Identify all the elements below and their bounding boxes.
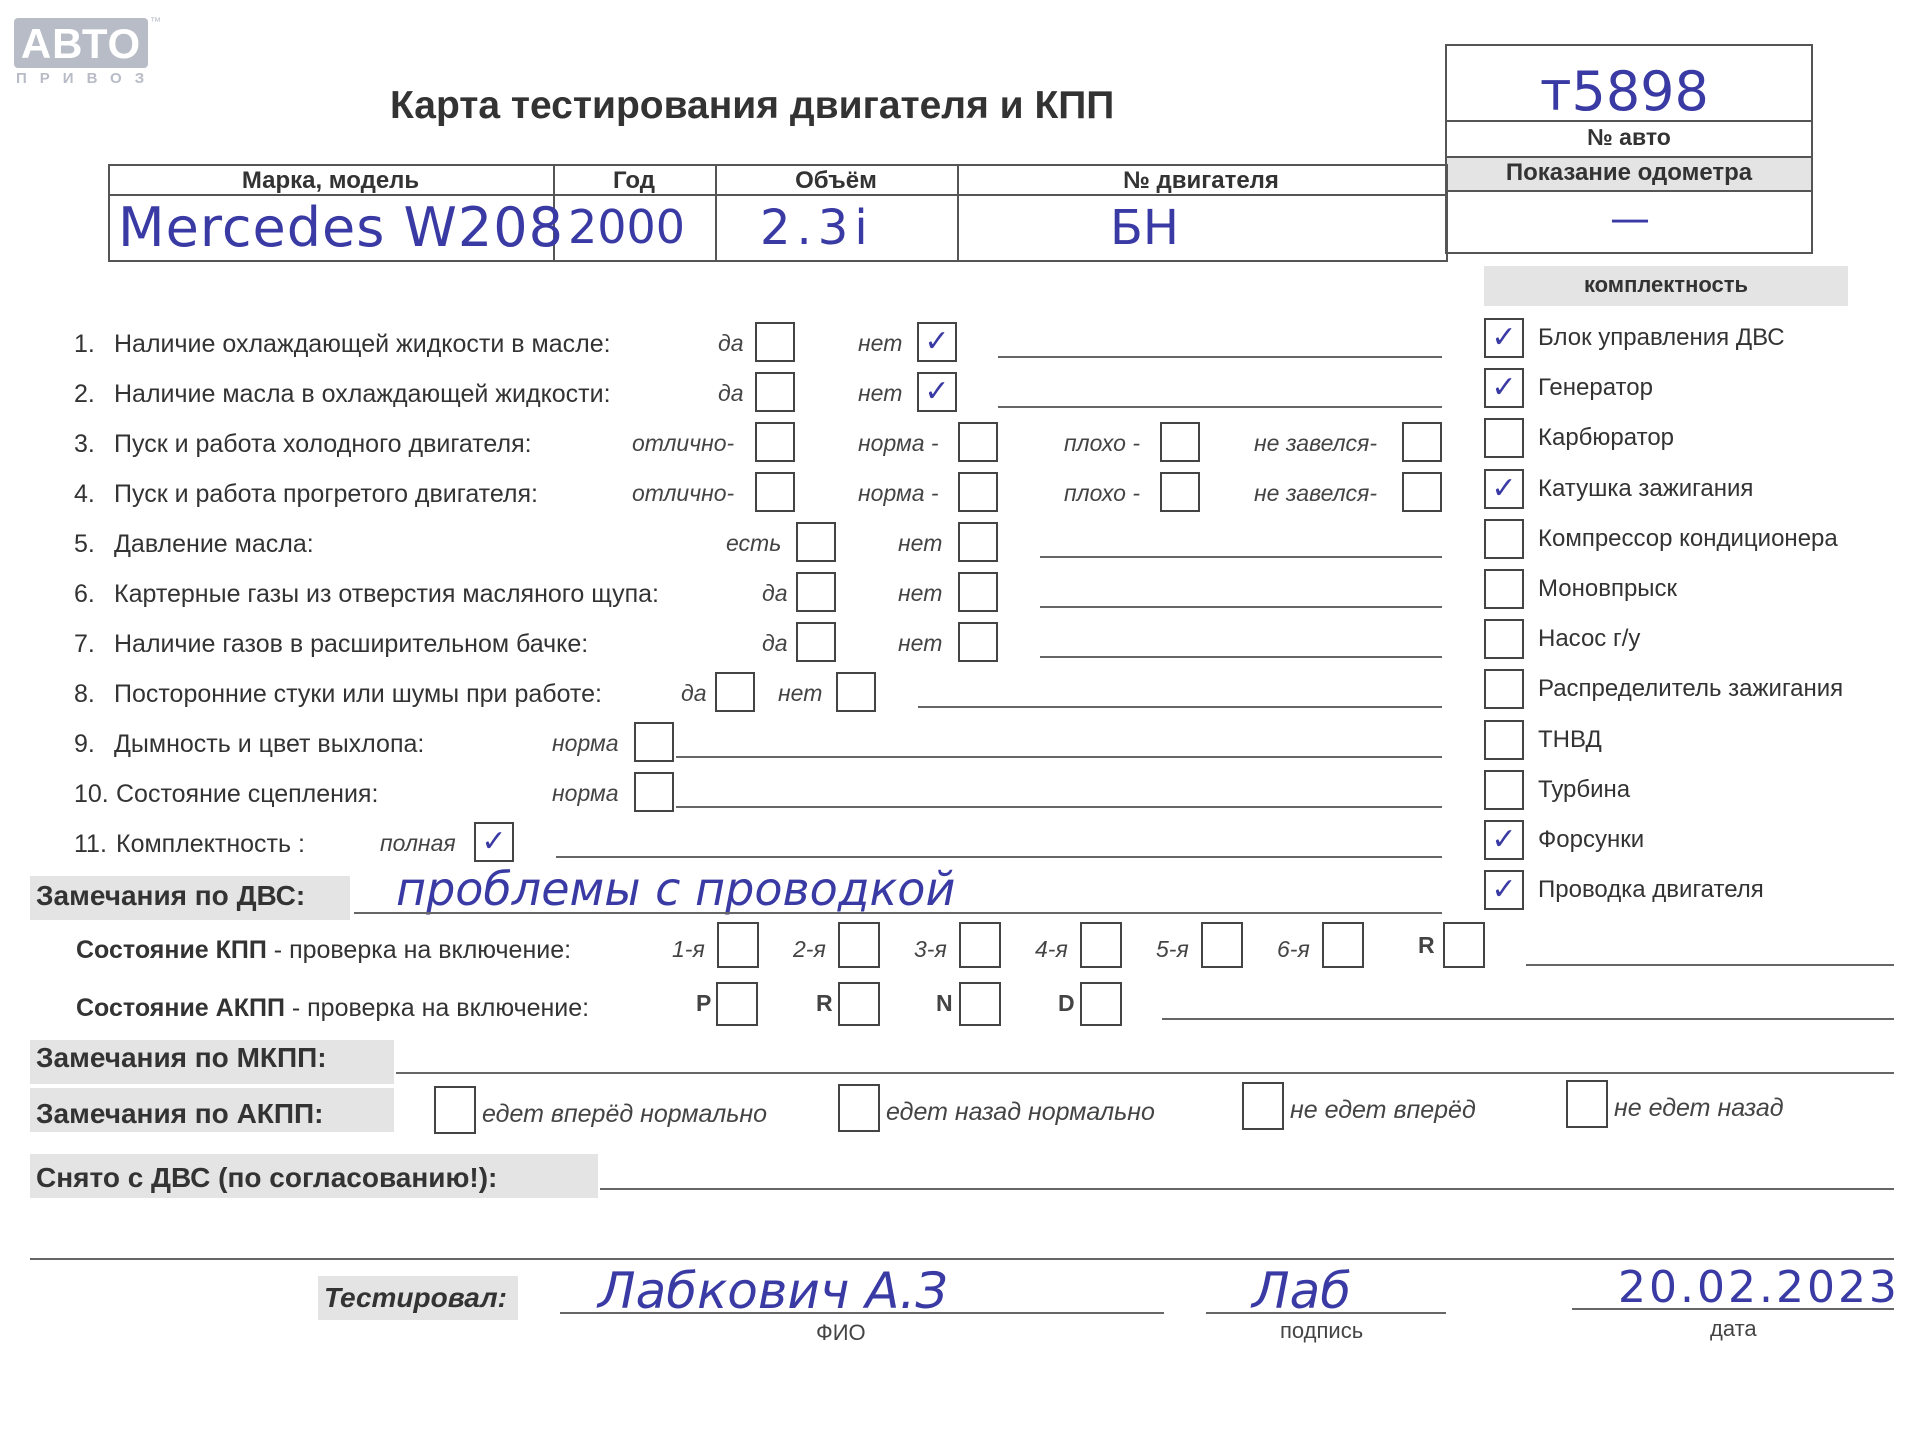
volume-value: 2.3i <box>760 200 874 256</box>
akpp-forward-ok-label: едет вперёд нормально <box>482 1100 768 1128</box>
akpp-no-backward-label: не едет назад <box>1614 1094 1784 1122</box>
row-4-bad-checkbox[interactable] <box>1160 472 1200 512</box>
row-5-opt-no: нет <box>898 530 943 556</box>
row-3-nostart-checkbox[interactable] <box>1402 422 1442 462</box>
completeness-item-label: ТНВД <box>1538 726 1602 753</box>
kpp-gear-5-checkbox[interactable] <box>1201 922 1243 968</box>
row-1-opt-no: нет <box>858 330 903 356</box>
auto-number-label: № авто <box>1587 124 1671 150</box>
completeness-item-label: Распределитель зажигания <box>1538 675 1844 702</box>
completeness-title: комплектность <box>1583 272 1749 297</box>
row-8-number: 8. <box>74 680 95 708</box>
row-2-opt-yes: да <box>718 380 744 406</box>
signature-value: Лаб <box>1252 1262 1352 1320</box>
row-4-opt-excellent: отлично- <box>632 480 735 506</box>
row-7-yes-checkbox[interactable] <box>796 622 836 662</box>
completeness-item-label: Блок управления ДВС <box>1538 324 1785 351</box>
notes-line <box>1526 964 1894 966</box>
row-6-yes-checkbox[interactable] <box>796 572 836 612</box>
completeness-checkbox[interactable] <box>1484 418 1524 458</box>
date-caption: дата <box>1710 1316 1757 1341</box>
signature-caption: подпись <box>1280 1318 1364 1343</box>
mkpp-remarks-label: Замечания по МКПП: <box>36 1042 327 1073</box>
logo-text: АВТО <box>20 20 142 67</box>
row-2-no-checkbox[interactable] <box>917 372 957 412</box>
akpp-mode-r-label: R <box>816 990 833 1016</box>
row-3-bad-checkbox[interactable] <box>1160 422 1200 462</box>
row-8-no-checkbox[interactable] <box>836 672 876 712</box>
date-value: 20.02.2023 <box>1618 1262 1900 1313</box>
check-icon: ✓ <box>1491 471 1517 506</box>
tested-label: Тестировал: <box>324 1282 507 1313</box>
row-4-nostart-checkbox[interactable] <box>1402 472 1442 512</box>
check-icon: ✓ <box>481 824 507 859</box>
completeness-checkbox[interactable] <box>1484 519 1524 559</box>
row-9-number: 9. <box>74 730 95 758</box>
kpp-gear-3-label: 3-я <box>914 936 947 962</box>
notes-line <box>600 1188 1894 1190</box>
signature-line <box>1206 1312 1446 1314</box>
akpp-mode-n-label: N <box>936 990 953 1016</box>
kpp-gear-1-checkbox[interactable] <box>717 922 759 968</box>
notes-line <box>918 706 1442 708</box>
make-label: Марка, модель <box>241 167 420 194</box>
row-2-label: Наличие масла в охлаждающей жидкости: <box>114 380 611 408</box>
row-10-opt-normal: норма <box>552 780 619 806</box>
row-7-opt-yes: да <box>762 630 788 656</box>
akpp-mode-d-checkbox[interactable] <box>1080 982 1122 1026</box>
akpp-backward-ok-label: едет назад нормально <box>886 1098 1155 1126</box>
kpp-gear-r-checkbox[interactable] <box>1443 922 1485 968</box>
akpp-forward-ok-checkbox[interactable] <box>434 1086 476 1134</box>
name-caption: ФИО <box>816 1320 866 1345</box>
row-4-opt-normal: норма - <box>858 480 939 506</box>
row-3-excellent-checkbox[interactable] <box>755 422 795 462</box>
notes-line <box>1040 556 1442 558</box>
row-3-opt-bad: плохо - <box>1064 430 1140 456</box>
completeness-checkbox[interactable] <box>1484 368 1524 408</box>
akpp-mode-r-checkbox[interactable] <box>838 982 880 1026</box>
notes-line <box>556 856 1442 858</box>
completeness-item-label: Катушка зажигания <box>1538 475 1754 502</box>
completeness-item-label: Генератор <box>1538 374 1653 401</box>
row-8-opt-no: нет <box>778 680 823 706</box>
row-4-excellent-checkbox[interactable] <box>755 472 795 512</box>
kpp-label-bold: Состояние КПП <box>76 936 267 964</box>
row-4-number: 4. <box>74 480 95 508</box>
row-1-label: Наличие охлаждающей жидкости в масле: <box>114 330 611 358</box>
row-2-opt-no: нет <box>858 380 903 406</box>
completeness-checkbox[interactable] <box>1484 870 1524 910</box>
volume-label: Объём <box>795 167 877 194</box>
auto-number-value: т5898 <box>1540 60 1709 123</box>
row-6-opt-no: нет <box>898 580 943 606</box>
row-5-no-checkbox[interactable] <box>958 522 998 562</box>
dvs-remarks-label: Замечания по ДВС: <box>36 880 306 911</box>
akpp-mode-n-checkbox[interactable] <box>959 982 1001 1026</box>
check-icon: ✓ <box>1491 822 1517 857</box>
row-4-normal-checkbox[interactable] <box>958 472 998 512</box>
kpp-gear-4-label: 4-я <box>1035 936 1068 962</box>
check-icon: ✓ <box>924 374 950 409</box>
row-5-number: 5. <box>74 530 95 558</box>
completeness-checkbox[interactable] <box>1484 619 1524 659</box>
check-icon: ✓ <box>1491 872 1517 907</box>
row-10-normal-checkbox[interactable] <box>634 772 674 812</box>
completeness-item-label: Проводка двигателя <box>1538 876 1764 903</box>
row-8-yes-checkbox[interactable] <box>715 672 755 712</box>
completeness-item-label: Компрессор кондиционера <box>1538 525 1838 552</box>
kpp-gear-5-label: 5-я <box>1156 936 1189 962</box>
notes-line <box>1040 656 1442 658</box>
row-9-normal-checkbox[interactable] <box>634 722 674 762</box>
row-3-label: Пуск и работа холодного двигателя: <box>114 430 532 458</box>
akpp-mode-p-checkbox[interactable] <box>716 982 758 1026</box>
removed-label: Снято с ДВС (по согласованию!): <box>36 1162 498 1193</box>
kpp-gear-r-label: R <box>1418 932 1435 958</box>
year-label: Год <box>613 167 655 194</box>
completeness-item-label: Форсунки <box>1538 826 1645 853</box>
row-11-full-checkbox[interactable] <box>474 822 514 862</box>
notes-line <box>998 356 1442 358</box>
row-7-label: Наличие газов в расширительном бачке: <box>114 630 589 658</box>
check-icon: ✓ <box>924 324 950 359</box>
row-3-number: 3. <box>74 430 95 458</box>
row-9-opt-normal: норма <box>552 730 619 756</box>
row-4-label: Пуск и работа прогретого двигателя: <box>114 480 538 508</box>
engine-value: БН <box>1110 200 1180 256</box>
row-11-number: 11. <box>74 830 107 858</box>
row-10-label: Состояние сцепления: <box>116 780 379 808</box>
completeness-item-label: Моновпрыск <box>1538 575 1678 602</box>
completeness-checkbox[interactable] <box>1484 569 1524 609</box>
row-2-number: 2. <box>74 380 95 408</box>
akpp-mode-d-label: D <box>1058 990 1075 1016</box>
notes-line <box>676 806 1442 808</box>
akpp-label-bold: Состояние АКПП <box>76 994 285 1022</box>
completeness-checkbox[interactable] <box>1484 770 1524 810</box>
kpp-gear-1-label: 1-я <box>672 936 705 962</box>
row-1-no-checkbox[interactable] <box>917 322 957 362</box>
row-11-label: Комплектность : <box>116 830 305 858</box>
kpp-gear-6-checkbox[interactable] <box>1322 922 1364 968</box>
row-3-normal-checkbox[interactable] <box>958 422 998 462</box>
row-10-number: 10. <box>74 780 109 808</box>
logo <box>14 16 161 87</box>
row-6-opt-yes: да <box>762 580 788 606</box>
row-5-label: Давление масла: <box>114 530 314 558</box>
tester-name-value: Лабкович А.З <box>598 1262 948 1320</box>
akpp-no-forward-label: не едет вперёд <box>1290 1096 1476 1124</box>
row-6-no-checkbox[interactable] <box>958 572 998 612</box>
completeness-checkbox[interactable] <box>1484 820 1524 860</box>
kpp-gear-4-checkbox[interactable] <box>1080 922 1122 968</box>
year-value: 2000 <box>568 200 686 254</box>
akpp-no-backward-checkbox[interactable] <box>1566 1080 1608 1128</box>
akpp-remarks-label: Замечания по АКПП: <box>36 1098 324 1129</box>
logo-tm: ™ <box>150 16 161 28</box>
row-5-opt-yes: есть <box>726 530 782 556</box>
row-3-opt-normal: норма - <box>858 430 939 456</box>
odometer-label: Показание одометра <box>1505 159 1753 186</box>
akpp-mode-p-label: P <box>696 990 712 1016</box>
notes-line <box>354 912 1442 914</box>
completeness-checkbox[interactable] <box>1484 318 1524 358</box>
check-icon: ✓ <box>1491 370 1517 405</box>
row-3-opt-excellent: отлично- <box>632 430 735 456</box>
completeness-checkbox[interactable] <box>1484 669 1524 709</box>
row-3-opt-nostart: не завелся- <box>1254 430 1378 456</box>
completeness-checkbox[interactable] <box>1484 469 1524 509</box>
row-1-yes-checkbox[interactable] <box>755 322 795 362</box>
logo-tagline: ПРИВОЗ <box>16 70 158 87</box>
row-7-opt-no: нет <box>898 630 943 656</box>
row-9-label: Дымность и цвет выхлопа: <box>114 730 425 758</box>
notes-line <box>1162 1018 1894 1020</box>
akpp-backward-ok-checkbox[interactable] <box>838 1084 880 1132</box>
notes-line <box>676 756 1442 758</box>
row-8-label: Посторонние стуки или шумы при работе: <box>114 680 602 708</box>
row-5-yes-checkbox[interactable] <box>796 522 836 562</box>
row-7-no-checkbox[interactable] <box>958 622 998 662</box>
completeness-item-label: Турбина <box>1538 776 1631 803</box>
kpp-gear-6-label: 6-я <box>1277 936 1310 962</box>
engine-label: № двигателя <box>1123 167 1279 194</box>
notes-line <box>1040 606 1442 608</box>
kpp-gear-2-label: 2-я <box>793 936 826 962</box>
kpp-gear-2-checkbox[interactable] <box>838 922 880 968</box>
kpp-label <box>76 936 571 965</box>
row-6-label: Картерные газы из отверстия масляного щупа: <box>114 580 659 608</box>
completeness-checkbox[interactable] <box>1484 720 1524 760</box>
make-value: Mercedes W208 <box>118 196 565 259</box>
notes-line <box>30 1258 1894 1260</box>
row-11-opt-full: полная <box>380 830 456 856</box>
check-icon: ✓ <box>1491 320 1517 355</box>
row-4-opt-nostart: не завелся- <box>1254 480 1378 506</box>
divider <box>1445 156 1813 158</box>
notes-line <box>396 1072 1894 1074</box>
odometer-value: — <box>1610 196 1650 242</box>
completeness-item-label: Насос г/у <box>1538 625 1641 652</box>
akpp-label-rest: - проверка на включение: <box>284 994 590 1022</box>
row-8-opt-yes: да <box>681 680 707 706</box>
akpp-label <box>76 994 589 1023</box>
date-line <box>1572 1308 1894 1310</box>
notes-line <box>998 406 1442 408</box>
row-1-opt-yes: да <box>718 330 744 356</box>
divider <box>1445 120 1813 122</box>
row-7-number: 7. <box>74 630 95 658</box>
row-6-number: 6. <box>74 580 95 608</box>
kpp-label-rest: - проверка на включение: <box>266 936 572 964</box>
completeness-item-label: Карбюратор <box>1538 424 1675 451</box>
akpp-no-forward-checkbox[interactable] <box>1242 1082 1284 1130</box>
row-4-opt-bad: плохо - <box>1064 480 1140 506</box>
kpp-gear-3-checkbox[interactable] <box>959 922 1001 968</box>
name-line <box>560 1312 1164 1314</box>
row-1-number: 1. <box>74 330 95 358</box>
dvs-remarks-value: проблемы с проводкой <box>396 862 956 916</box>
page-title: Карта тестирования двигателя и КПП <box>390 84 1115 127</box>
row-2-yes-checkbox[interactable] <box>755 372 795 412</box>
divider <box>1445 190 1813 192</box>
